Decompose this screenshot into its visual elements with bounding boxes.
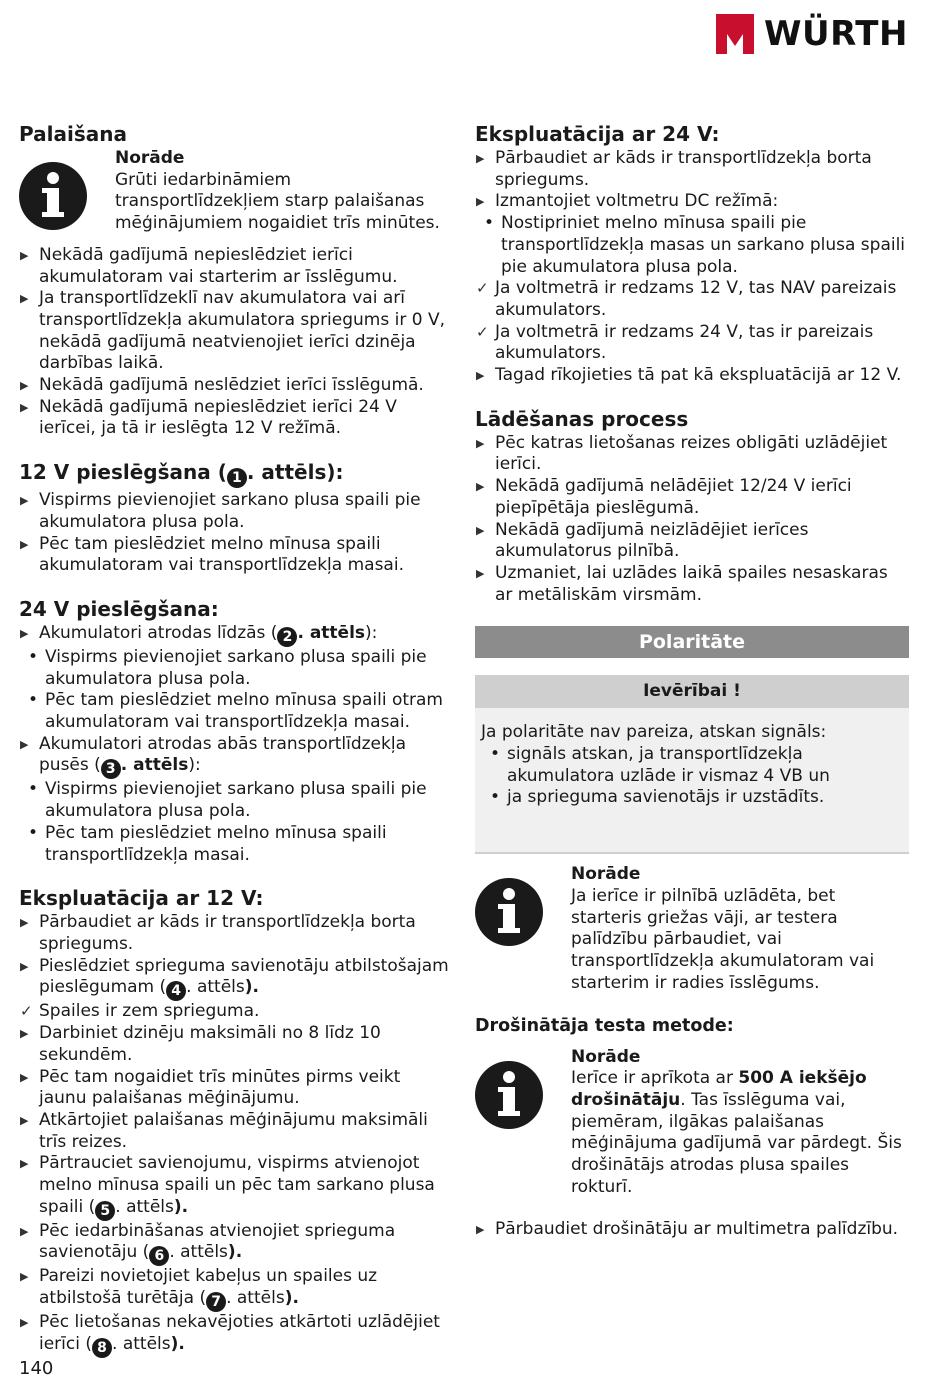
note-text: Ierīce ir aprīkota ar 500 A iekšējo drošinātāju. Tas īsslēguma vai, piemēram, ilgākas palaišanas mēģinājuma gadījumā var pārdegt. Šis drošinātājs atrodas plusa spailes rokturī. <box>571 1068 902 1197</box>
figure-number-badge: 8 <box>92 1338 112 1358</box>
list-item: ▶ Pēc lietošanas nekavējoties atkārtoti uzlādējiet ierīci ( 8 . attēls). <box>19 1312 451 1358</box>
list-item: ▶ Pieslēdziet sprieguma savienotāju atbilstošajam pieslēgumam ( 4 . attēls). <box>19 956 451 1002</box>
page-number: 140 <box>19 1358 54 1379</box>
note-title: Norāde <box>571 864 641 885</box>
section-title-operation-24v: Ekspluatācija ar 24 V: <box>475 122 720 146</box>
figure-number-badge: 5 <box>95 1201 115 1221</box>
op24-list <box>475 148 909 387</box>
list-item: ▶ Ja transportlīdzeklī nav akumulatora vai arī transportlīdzekļa akumulatora spriegums ir 0 V, nekādā gadījumā neatvienojiet ierīci dzinēja darbības laikā. <box>19 288 451 375</box>
wurth-logo-icon <box>716 14 754 54</box>
list-item: ✓ Ja voltmetrā ir redzams 24 V, tas ir pareizais akumulators. <box>475 322 909 365</box>
list-item: ▶ Pēc iedarbināšanas atvienojiet sprieguma savienotāju ( 6 . attēls). <box>19 1221 451 1267</box>
section-title-charging: Lādēšanas process <box>475 406 689 431</box>
list-item: ▶ Darbiniet dzinēju maksimāli no 8 līdz 10 sekundēm. <box>19 1023 451 1066</box>
fuse-note <box>475 1047 909 1199</box>
note-text: Ja ierīce ir pilnībā uzlādēta, bet starteris griežas vāji, ar testera palīdzību pārbaudiet, vai transportlīdzekļa akumulatoram vai starterim ir radies īsslēgums. <box>571 886 875 993</box>
list-item: ▶ Atkārtojiet palaišanas mēģinājumu maksimāli trīs reizes. <box>19 1110 451 1153</box>
list-item: ✓ Spailes ir zem sprieguma. <box>19 1001 451 1023</box>
list-item: • ja sprieguma savienotājs ir uzstādīts. <box>481 787 903 809</box>
info-icon <box>475 878 543 946</box>
brand-logo <box>716 14 916 54</box>
section-title-startup: Palaišana <box>19 122 127 146</box>
list-item: ▶ Nekādā gadījumā nelādējiet 12/24 V ierīci piepīpētāja pieslēgumā. <box>475 476 909 519</box>
left-column <box>19 122 451 1358</box>
list-item: ▶ Pārbaudiet drošinātāju ar multimetra palīdzību. <box>475 1219 909 1241</box>
note-title: Norāde <box>571 1046 641 1067</box>
figure-number-badge: 6 <box>149 1246 169 1266</box>
list-item: • Vispirms pievienojiet sarkano plusa spaili pie akumulatora plusa pola. <box>19 647 451 690</box>
warning-list <box>481 744 903 809</box>
list-item: • Pēc tam pieslēdziet melno mīnusa spaili transportlīdzekļa masai. <box>19 823 451 866</box>
figure-number-badge: 2 <box>277 627 297 647</box>
list-item: ▶ Pārbaudiet ar kāds ir transportlīdzekļa borta spriegums. <box>475 148 909 191</box>
list-item: ✓ Ja voltmetrā ir redzams 12 V, tas NAV pareizais akumulators. <box>475 278 909 321</box>
section-title-fuse-test: Drošinātāja testa metode: <box>475 1015 734 1036</box>
warning-intro: Ja polaritāte nav pareiza, atskan signāls: <box>481 722 827 743</box>
info-icon <box>475 1061 543 1129</box>
list-item: • Pēc tam pieslēdziet melno mīnusa spaili otram akumulatoram vai transportlīdzekļa masai. <box>19 690 451 733</box>
list-item: ▶ Vispirms pievienojiet sarkano plusa spaili pie akumulatora plusa pola. <box>19 490 451 533</box>
right-column <box>475 122 909 1240</box>
list-item: • Vispirms pievienojiet sarkano plusa spaili pie akumulatora plusa pola. <box>19 779 451 822</box>
brand-name: WÜRTH <box>764 14 908 54</box>
list-item: • Nostipriniet melno mīnusa spaili pie transportlīdzekļa masas un sarkano plusa spaili pie akumulatora plusa pola. <box>475 213 909 278</box>
figure-number-badge: 1 <box>227 468 247 488</box>
list-item: ▶ Uzmaniet, lai uzlādes laikā spailes nesaskaras ar metāliskām virsmām. <box>475 563 909 606</box>
conn24-list <box>19 623 451 866</box>
fuse-list <box>475 1219 909 1241</box>
list-item: ▶ Pārbaudiet ar kāds ir transportlīdzekļa borta spriegums. <box>19 912 451 955</box>
list-item: ▶ Nekādā gadījumā neslēdziet ierīci īsslēgumā. <box>19 375 451 397</box>
polarity-header: Polaritāte <box>475 626 909 658</box>
list-item: ▶ Izmantojiet voltmetru DC režīmā: <box>475 191 909 213</box>
charging-list <box>475 433 909 607</box>
startup-list <box>19 245 451 440</box>
list-item: ▶ Nekādā gadījumā nepieslēdziet ierīci akumulatoram vai starterim ar īsslēgumu. <box>19 245 451 288</box>
list-item: ▶ Pārtrauciet savienojumu, vispirms atvienojot melno mīnusa spaili un pēc tam sarkano plusa spaili ( 5 . attēls). <box>19 1153 451 1220</box>
section-title-operation-12v: Ekspluatācija ar 12 V: <box>19 886 264 911</box>
figure-number-badge: 7 <box>206 1292 226 1312</box>
charging-note <box>475 864 909 994</box>
list-item: ▶ Nekādā gadījumā neizlādējiet ierīces akumulatorus pilnībā. <box>475 520 909 563</box>
note-text: Grūti iedarbināmiem transportlīdzekļiem starp palaišanas mēģinājumiem nogaidiet trīs minūtes. <box>115 169 440 234</box>
section-title-12v-connection: 12 V pieslēgšana ( 1 . attēls): <box>19 460 344 487</box>
startup-note <box>19 148 451 235</box>
list-item: ▶ Nekādā gadījumā nepieslēdziet ierīci 24 V ierīcei, ja tā ir ieslēgta 12 V režīmā. <box>19 397 451 440</box>
list-item: • signāls atskan, ja transportlīdzekļa akumulatora uzlāde ir vismaz 4 VB un <box>481 744 903 787</box>
list-item: ▶ Pēc tam nogaidiet trīs minūtes pirms veikt jaunu palaišanas mēģinājumu. <box>19 1067 451 1110</box>
list-item: ▶ Akumulatori atrodas līdzās ( 2 . attēls): <box>19 623 451 647</box>
figure-number-badge: 3 <box>101 759 121 779</box>
list-item: ▶ Pēc katras lietošanas reizes obligāti uzlādējiet ierīci. <box>475 433 909 476</box>
info-icon <box>19 162 87 230</box>
conn12-list <box>19 490 451 577</box>
warning-box <box>475 708 909 854</box>
list-item: ▶ Akumulatori atrodas abās transportlīdzekļa pusēs ( 3 . attēls): <box>19 734 451 780</box>
list-item: ▶ Pēc tam pieslēdziet melno mīnusa spaili akumulatoram vai transportlīdzekļa masai. <box>19 534 451 577</box>
op12-list <box>19 912 451 1358</box>
figure-number-badge: 4 <box>166 981 186 1001</box>
section-title-24v-connection: 24 V pieslēgšana: <box>19 596 219 621</box>
note-title: Norāde <box>115 148 185 168</box>
warning-header: Ievērībai ! <box>475 675 909 708</box>
list-item: ▶ Tagad rīkojieties tā pat kā ekspluatācijā ar 12 V. <box>475 365 909 387</box>
list-item: ▶ Pareizi novietojiet kabeļus un spailes uz atbilstošā turētāja ( 7 . attēls). <box>19 1266 451 1312</box>
